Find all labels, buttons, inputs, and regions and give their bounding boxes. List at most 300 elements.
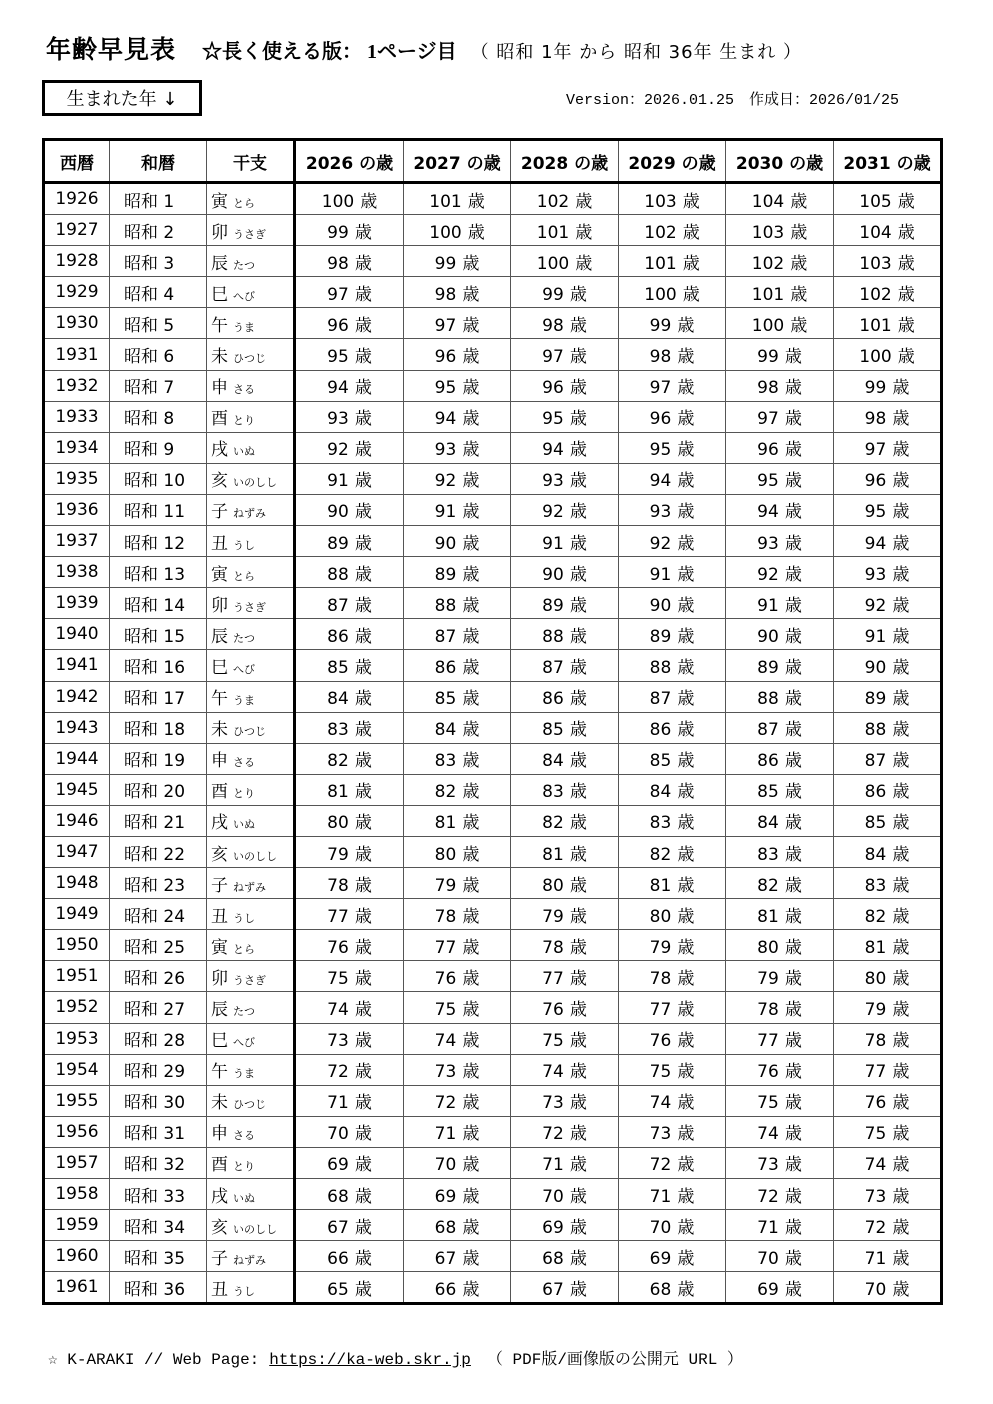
age-suffix: 歳 — [784, 1217, 802, 1238]
age-suffix: 歳 — [892, 906, 910, 927]
age-suffix: 歳 — [354, 844, 372, 865]
age-cell — [511, 308, 619, 339]
age-suffix: 歳 — [354, 999, 372, 1020]
age-cell — [619, 899, 726, 930]
table-row — [44, 215, 942, 246]
age-suffix: 歳 — [677, 315, 695, 336]
age-cell — [295, 588, 404, 619]
age-suffix: 歳 — [677, 937, 695, 958]
age-value: 84 — [327, 689, 349, 710]
age-suffix: 歳 — [462, 813, 480, 834]
age-suffix: 歳 — [677, 1279, 695, 1300]
age-value: 78 — [864, 1031, 887, 1052]
age-suffix: 歳 — [462, 999, 480, 1020]
age-suffix: 歳 — [784, 813, 802, 834]
eto-cell — [207, 401, 295, 432]
age-cell — [834, 1147, 942, 1178]
age-value: 99 — [542, 284, 564, 305]
eto-cell — [207, 868, 295, 899]
age-suffix: 歳 — [784, 844, 802, 865]
age-value: 76 — [327, 937, 349, 958]
age-value: 96 — [434, 347, 457, 368]
age-suffix: 歳 — [462, 1248, 480, 1269]
eto-kana: たつ — [233, 631, 255, 645]
age-value: 92 — [757, 564, 779, 585]
birth-year-cell: 1935 — [44, 463, 110, 494]
age-cell — [295, 1085, 404, 1116]
age-value: 93 — [434, 440, 457, 461]
age-value: 89 — [649, 626, 672, 647]
age-cell — [295, 712, 404, 743]
age-cell — [726, 339, 834, 370]
eto-cell — [207, 899, 295, 930]
age-suffix: 歳 — [354, 347, 372, 368]
age-value: 70 — [434, 1155, 457, 1176]
age-value: 73 — [434, 1062, 457, 1083]
age-cell — [726, 246, 834, 277]
table-row — [44, 930, 942, 961]
eto-cell — [207, 526, 295, 557]
age-suffix: 歳 — [462, 284, 480, 305]
age-suffix: 歳 — [892, 564, 910, 585]
age-value: 75 — [327, 968, 349, 989]
age-suffix: 歳 — [677, 1217, 695, 1238]
age-cell — [726, 183, 834, 215]
age-value: 87 — [649, 689, 672, 710]
age-value: 71 — [542, 1155, 564, 1176]
age-value: 80 — [542, 875, 564, 896]
age-value: 77 — [542, 968, 564, 989]
age-cell — [295, 805, 404, 836]
age-suffix: 歳 — [892, 1186, 910, 1207]
table-row — [44, 681, 942, 712]
age-value: 100 — [751, 315, 785, 336]
birth-year-cell: 1952 — [44, 992, 110, 1023]
eto-kana: うま — [233, 694, 255, 708]
age-suffix: 歳 — [784, 347, 802, 368]
age-suffix: 歳 — [354, 937, 372, 958]
age-suffix: 歳 — [354, 1186, 372, 1207]
age-suffix: 歳 — [892, 1093, 910, 1114]
age-suffix: 歳 — [784, 1093, 802, 1114]
age-cell — [834, 1210, 942, 1241]
age-cell — [619, 557, 726, 588]
age-value: 80 — [649, 906, 672, 927]
age-suffix: 歳 — [784, 440, 802, 461]
eto-kanji: 卯 — [211, 595, 228, 616]
age-cell — [726, 1210, 834, 1241]
age-value: 82 — [757, 875, 779, 896]
age-suffix: 歳 — [784, 471, 802, 492]
birth-year-cell: 1957 — [44, 1147, 110, 1178]
age-cell — [619, 277, 726, 308]
age-value: 94 — [542, 440, 564, 461]
column-header: 西暦 — [44, 140, 110, 183]
birth-year-cell: 1934 — [44, 432, 110, 463]
age-value: 91 — [864, 626, 887, 647]
age-suffix: 歳 — [354, 1248, 372, 1269]
age-cell — [511, 246, 619, 277]
age-suffix: 歳 — [784, 1062, 802, 1083]
age-suffix: 歳 — [354, 315, 372, 336]
age-suffix: 歳 — [784, 720, 802, 741]
wareki-cell: 昭和 16 — [110, 650, 207, 681]
age-suffix: 歳 — [462, 720, 480, 741]
age-value: 102 — [751, 253, 785, 274]
age-value: 97 — [864, 440, 887, 461]
eto-kanji: 申 — [211, 751, 228, 772]
wareki-cell: 昭和 17 — [110, 681, 207, 712]
age-suffix: 歳 — [790, 253, 808, 274]
age-value: 90 — [542, 564, 564, 585]
wareki-cell: 昭和 8 — [110, 401, 207, 432]
birth-year-cell: 1928 — [44, 246, 110, 277]
age-value: 83 — [757, 844, 779, 865]
column-header: 2028 の歳 — [511, 140, 619, 183]
age-cell — [834, 215, 942, 246]
eto-kanji: 子 — [211, 502, 228, 523]
eto-kanji: 寅 — [211, 191, 228, 212]
age-table — [42, 138, 943, 1305]
birth-year-cell: 1953 — [44, 1023, 110, 1054]
eto-kanji: 酉 — [211, 782, 228, 803]
website-link[interactable]: https://ka-web.skr.jp — [269, 1351, 471, 1369]
age-value: 96 — [542, 378, 564, 399]
age-value: 77 — [649, 999, 672, 1020]
age-value: 103 — [859, 253, 892, 274]
age-value: 83 — [864, 875, 887, 896]
table-row — [44, 805, 942, 836]
age-value: 83 — [327, 720, 349, 741]
eto-kanji: 戌 — [211, 1186, 228, 1207]
age-suffix: 歳 — [569, 968, 587, 989]
age-cell — [726, 1272, 834, 1304]
wareki-cell: 昭和 7 — [110, 370, 207, 401]
age-suffix: 歳 — [569, 875, 587, 896]
wareki-cell: 昭和 18 — [110, 712, 207, 743]
age-suffix: 歳 — [677, 751, 695, 772]
table-row — [44, 712, 942, 743]
age-suffix: 歳 — [569, 315, 587, 336]
age-cell — [726, 1116, 834, 1147]
eto-kana: たつ — [233, 1004, 255, 1018]
wareki-cell: 昭和 14 — [110, 588, 207, 619]
age-value: 69 — [542, 1217, 564, 1238]
age-suffix: 歳 — [677, 1062, 695, 1083]
age-value: 77 — [864, 1062, 887, 1083]
birth-year-cell: 1951 — [44, 961, 110, 992]
age-cell — [404, 1241, 511, 1272]
age-suffix: 歳 — [569, 1248, 587, 1269]
age-value: 102 — [536, 191, 570, 212]
age-suffix: 歳 — [354, 968, 372, 989]
eto-kanji: 子 — [211, 875, 228, 896]
age-value: 72 — [327, 1062, 349, 1083]
age-cell — [619, 1210, 726, 1241]
age-suffix: 歳 — [467, 222, 485, 243]
age-suffix: 歳 — [677, 813, 695, 834]
eto-kanji: 卯 — [211, 968, 228, 989]
age-value: 80 — [864, 968, 887, 989]
eto-kanji: 巳 — [211, 1031, 228, 1052]
age-cell — [834, 1023, 942, 1054]
age-suffix: 歳 — [784, 1248, 802, 1269]
age-suffix: 歳 — [462, 564, 480, 585]
birth-year-cell: 1955 — [44, 1085, 110, 1116]
age-suffix: 歳 — [354, 471, 372, 492]
age-cell — [295, 650, 404, 681]
birth-year-cell: 1944 — [44, 743, 110, 774]
age-suffix: 歳 — [569, 906, 587, 927]
page-title: 年齢早見表 — [46, 37, 177, 64]
age-suffix: 歳 — [682, 253, 700, 274]
age-cell — [726, 619, 834, 650]
wareki-cell: 昭和 13 — [110, 557, 207, 588]
table-row — [44, 183, 942, 215]
age-value: 87 — [542, 657, 564, 678]
birth-year-cell: 1932 — [44, 370, 110, 401]
birth-year-cell: 1949 — [44, 899, 110, 930]
age-cell — [511, 712, 619, 743]
age-cell — [511, 1272, 619, 1304]
age-cell — [619, 992, 726, 1023]
age-cell — [619, 712, 726, 743]
age-cell — [295, 1147, 404, 1178]
age-cell — [834, 370, 942, 401]
age-cell — [834, 308, 942, 339]
eto-cell — [207, 743, 295, 774]
eto-kana: いぬ — [233, 1191, 255, 1205]
age-suffix: 歳 — [784, 937, 802, 958]
age-cell — [619, 1272, 726, 1304]
age-cell — [726, 308, 834, 339]
age-cell — [834, 1272, 942, 1304]
age-value: 74 — [864, 1155, 887, 1176]
eto-kana: いのしし — [233, 1222, 277, 1236]
age-value: 66 — [434, 1279, 457, 1300]
eto-cell — [207, 1085, 295, 1116]
age-suffix: 歳 — [892, 1031, 910, 1052]
age-suffix: 歳 — [462, 1217, 480, 1238]
age-value: 93 — [542, 471, 564, 492]
age-value: 100 — [536, 253, 570, 274]
birth-year-cell: 1939 — [44, 588, 110, 619]
wareki-cell: 昭和 30 — [110, 1085, 207, 1116]
age-suffix: 歳 — [790, 284, 808, 305]
age-cell — [511, 1054, 619, 1085]
age-value: 101 — [536, 222, 570, 243]
age-value: 80 — [757, 937, 779, 958]
footer — [48, 1346, 743, 1369]
age-value: 81 — [649, 875, 672, 896]
age-suffix: 歳 — [354, 533, 372, 554]
age-cell — [295, 557, 404, 588]
age-cell — [726, 588, 834, 619]
age-value: 88 — [327, 564, 349, 585]
age-suffix: 歳 — [462, 906, 480, 927]
age-cell — [511, 1116, 619, 1147]
age-value: 99 — [864, 378, 887, 399]
age-value: 88 — [757, 689, 779, 710]
eto-kanji: 丑 — [211, 906, 228, 927]
age-suffix: 歳 — [569, 1031, 587, 1052]
table-row — [44, 1241, 942, 1272]
age-cell — [619, 215, 726, 246]
birth-year-cell: 1940 — [44, 619, 110, 650]
age-value: 91 — [649, 564, 672, 585]
age-suffix: 歳 — [677, 564, 695, 585]
age-value: 79 — [434, 875, 457, 896]
age-value: 101 — [859, 315, 892, 336]
age-value: 83 — [434, 751, 457, 772]
eto-kanji: 酉 — [211, 1155, 228, 1176]
age-value: 98 — [757, 378, 779, 399]
age-suffix: 歳 — [354, 720, 372, 741]
age-suffix: 歳 — [677, 844, 695, 865]
age-cell — [295, 1241, 404, 1272]
age-cell — [726, 1179, 834, 1210]
age-value: 82 — [649, 844, 672, 865]
eto-kanji: 丑 — [211, 1279, 228, 1300]
age-value: 79 — [327, 844, 349, 865]
age-value: 79 — [757, 968, 779, 989]
page-range: （ 昭和 1年 から 昭和 36年 生まれ ） — [470, 42, 803, 63]
eto-kana: とら — [233, 196, 255, 210]
age-suffix: 歳 — [462, 378, 480, 399]
wareki-cell: 昭和 28 — [110, 1023, 207, 1054]
age-suffix: 歳 — [462, 253, 480, 274]
age-suffix: 歳 — [569, 689, 587, 710]
age-value: 74 — [327, 999, 349, 1020]
age-cell — [511, 743, 619, 774]
age-cell — [834, 1054, 942, 1085]
age-value: 82 — [542, 813, 564, 834]
age-suffix: 歳 — [677, 378, 695, 399]
age-suffix: 歳 — [462, 657, 480, 678]
age-suffix: 歳 — [677, 657, 695, 678]
age-cell — [619, 370, 726, 401]
age-value: 71 — [434, 1124, 457, 1145]
age-cell — [404, 1023, 511, 1054]
birth-year-cell: 1930 — [44, 308, 110, 339]
age-value: 90 — [434, 533, 457, 554]
eto-cell — [207, 836, 295, 867]
age-suffix: 歳 — [569, 533, 587, 554]
age-value: 91 — [757, 595, 779, 616]
age-cell — [726, 277, 834, 308]
age-value: 102 — [859, 284, 892, 305]
column-header: 2029 の歳 — [619, 140, 726, 183]
wareki-cell: 昭和 4 — [110, 277, 207, 308]
column-header: 2027 の歳 — [404, 140, 511, 183]
eto-kanji: 巳 — [211, 284, 228, 305]
age-value: 86 — [542, 689, 564, 710]
age-suffix: 歳 — [354, 564, 372, 585]
age-value: 95 — [434, 378, 457, 399]
eto-kanji: 戌 — [211, 813, 228, 834]
age-value: 78 — [757, 999, 779, 1020]
age-suffix: 歳 — [892, 378, 910, 399]
age-cell — [619, 1147, 726, 1178]
eto-cell — [207, 961, 295, 992]
age-cell — [404, 930, 511, 961]
age-suffix: 歳 — [569, 1279, 587, 1300]
age-suffix: 歳 — [354, 253, 372, 274]
age-cell — [404, 836, 511, 867]
table-row — [44, 432, 942, 463]
table-body — [44, 183, 942, 1304]
age-value: 79 — [864, 999, 887, 1020]
age-cell — [726, 1085, 834, 1116]
age-value: 79 — [542, 906, 564, 927]
age-suffix: 歳 — [462, 1031, 480, 1052]
eto-kana: ひつじ — [233, 352, 266, 366]
wareki-cell: 昭和 29 — [110, 1054, 207, 1085]
age-suffix: 歳 — [790, 222, 808, 243]
age-suffix: 歳 — [897, 284, 915, 305]
age-suffix: 歳 — [677, 1124, 695, 1145]
age-cell — [726, 899, 834, 930]
age-cell — [511, 836, 619, 867]
age-cell — [404, 1054, 511, 1085]
eto-kana: いのしし — [233, 476, 277, 490]
eto-kanji: 未 — [211, 720, 228, 741]
table-row — [44, 370, 942, 401]
age-cell — [295, 992, 404, 1023]
age-suffix: 歳 — [569, 657, 587, 678]
age-cell — [511, 1210, 619, 1241]
age-suffix: 歳 — [575, 191, 593, 212]
table-row — [44, 1179, 942, 1210]
table-row — [44, 836, 942, 867]
age-cell — [511, 619, 619, 650]
age-suffix: 歳 — [354, 378, 372, 399]
age-cell — [295, 432, 404, 463]
age-value: 98 — [649, 347, 672, 368]
age-suffix: 歳 — [784, 906, 802, 927]
age-suffix: 歳 — [354, 595, 372, 616]
column-header: 和暦 — [110, 140, 207, 183]
age-value: 72 — [542, 1124, 564, 1145]
eto-kana: ねずみ — [233, 880, 266, 894]
age-suffix: 歳 — [354, 626, 372, 647]
age-value: 86 — [649, 720, 672, 741]
birth-year-cell: 1947 — [44, 836, 110, 867]
age-value: 76 — [864, 1093, 887, 1114]
age-value: 99 — [327, 222, 349, 243]
age-value: 94 — [649, 471, 672, 492]
age-suffix: 歳 — [354, 440, 372, 461]
age-cell — [404, 899, 511, 930]
age-value: 102 — [644, 222, 677, 243]
age-suffix: 歳 — [575, 253, 593, 274]
age-cell — [726, 1023, 834, 1054]
table-row — [44, 246, 942, 277]
age-value: 98 — [864, 409, 887, 430]
age-cell — [404, 494, 511, 525]
birth-year-cell: 1956 — [44, 1116, 110, 1147]
age-suffix: 歳 — [784, 1186, 802, 1207]
age-value: 75 — [864, 1124, 887, 1145]
age-suffix: 歳 — [354, 1279, 372, 1300]
age-value: 87 — [864, 751, 887, 772]
eto-kana: ひつじ — [233, 725, 266, 739]
wareki-cell: 昭和 33 — [110, 1179, 207, 1210]
age-suffix: 歳 — [569, 1155, 587, 1176]
eto-kanji: 寅 — [211, 564, 228, 585]
age-cell — [511, 1023, 619, 1054]
age-suffix: 歳 — [892, 968, 910, 989]
